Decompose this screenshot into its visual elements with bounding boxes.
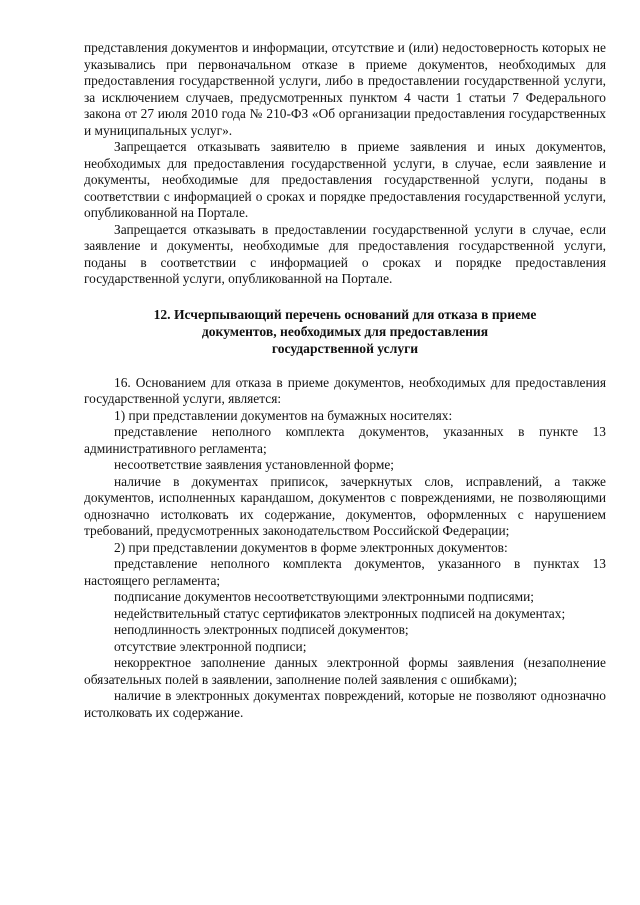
list-item: недействительный статус сертификатов электронных подписей на документах; [114,605,566,621]
list-item: несоответствие заявления установленной форме; [114,457,395,472]
list-item-electronic-docs: 2) при представлении документов в форме электронных документов: [114,539,508,555]
heading-line-1: 12. Исчерпывающий перечень оснований для отказа в приеме [153,306,537,322]
heading-line-2: документов, необходимых для предоставления [201,323,489,339]
list-item: некорректное заполнение данных электронной формы заявления (незаполнение обязательных полей в заявлении, заполнение полей заявления с ошибками); [84,655,606,687]
list-item: наличие в документах приписок, зачеркнутых слов, исправлений, а также документов, исполненных карандашом, документов с повреждениями, не позволяющими однозначно истолковать их содержание, документов, оформленных с нарушением требований, предусмотренных законодательством Российской Федерации; [84,473,606,538]
list-item: неподлинность электронных подписей документов; [114,622,409,637]
list-item: представление неполного комплекта документов, указанного в пунктах 13 настоящего регламента; [84,556,606,588]
paragraph-refusal-service: Запрещается отказывать в предоставлении государственной услуги в случае, если заявление и документы, необходимые для предоставления государственной услуги, поданы в соответствии с информацией о сроках и порядке предоставления государственной услуги, опубликованной на Портале. [84,221,606,286]
list-item: представление неполного комплекта документов, указанных в пункте 13 административного регламента; [84,424,606,456]
spacer [84,357,606,375]
heading-line-3: государственной услуги [271,340,419,356]
spacer [84,288,606,306]
list-item-paper-docs: 1) при представлении документов на бумажных носителях: [114,407,453,423]
paragraph-item-16: 16. Основанием для отказа в приеме документов, необходимых для предоставления государственной услуги, является: [84,374,606,406]
paragraph-continuation: представления документов и информации, отсутствие и (или) недостоверность которых не указывались при первоначальном отказе в приеме документов, необходимых для предоставления государственной услуги, либо в предоставлении государственной услуги, за исключением случаев, предусмотренных пунктом 4 части 1 статьи 7 Федерального закона от 27 июля 2010 года № 210-ФЗ «Об организации предоставления государственных и муниципальных услуг». [84,40,606,138]
paragraph-refusal-acceptance: Запрещается отказывать заявителю в приеме заявления и иных документов, необходимых для предоставления государственной услуги, в случае, если заявление и документы, необходимые для предоставления государственной услуги, поданы в соответствии с информацией о сроках и порядке предоставления государственной услуги, опубликованной на Портале. [84,139,606,220]
section-heading [84,306,606,357]
list-item: подписание документов несоответствующими электронными подписями; [114,589,535,604]
list-item: наличие в электронных документах повреждений, которые не позволяют однозначно истолковать их содержание. [84,688,606,720]
list-item: отсутствие электронной подписи; [114,638,307,654]
